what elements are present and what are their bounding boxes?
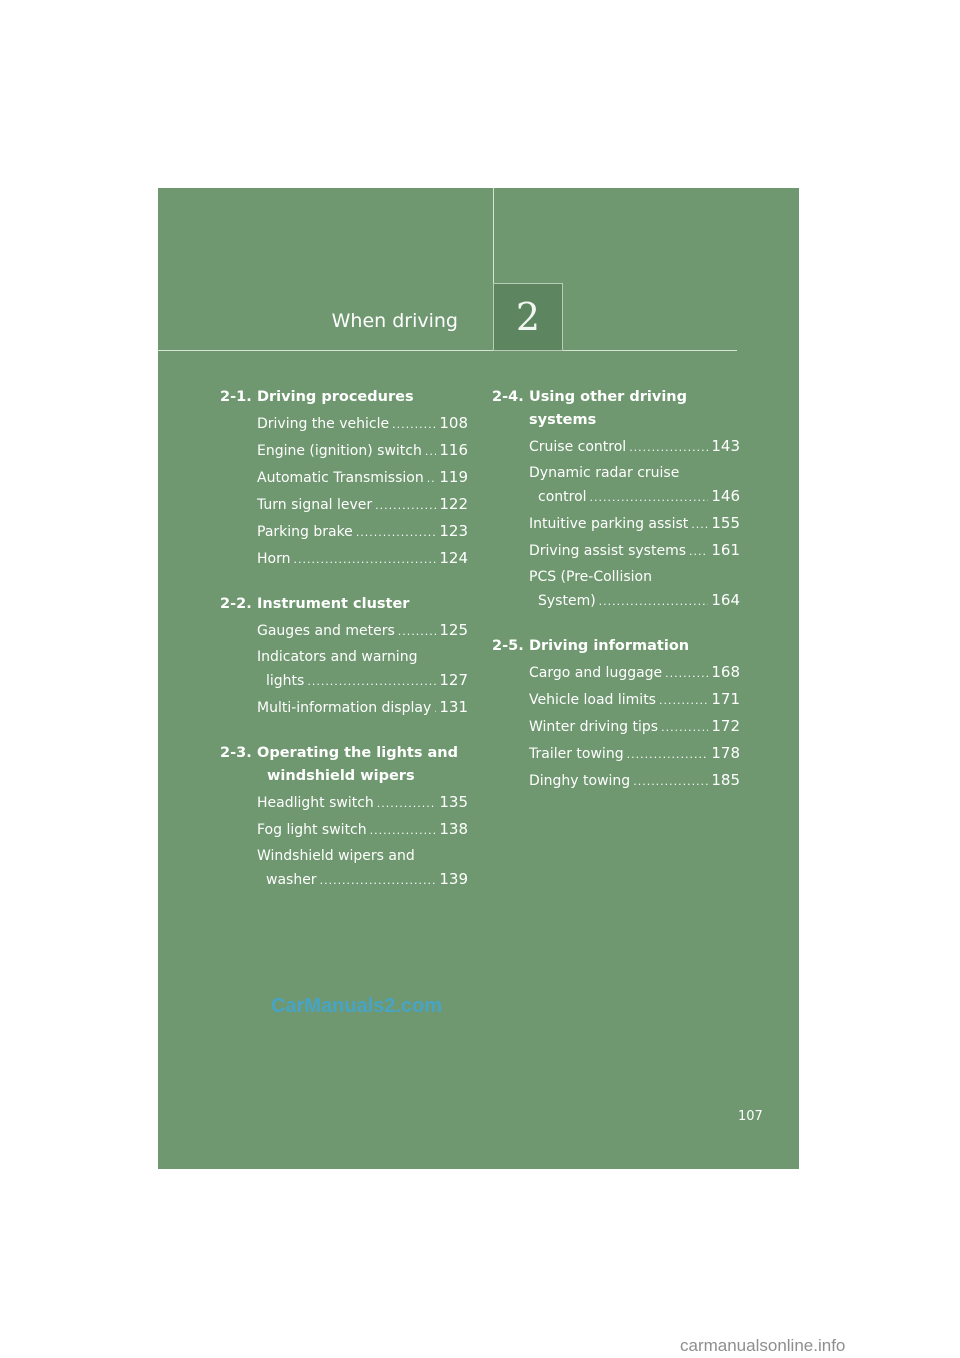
chapter-number-badge: 2 — [493, 283, 563, 351]
section-heading — [220, 593, 468, 616]
page-ref: 168 — [711, 663, 740, 681]
toc-entry-winter-driving-tips[interactable]: Winter driving tips ..... 172 — [529, 715, 740, 739]
page-ref: 146 — [711, 487, 740, 505]
page-ref: 116 — [439, 441, 468, 459]
page-ref: 123 — [439, 522, 468, 540]
toc-section-2-4 — [492, 386, 740, 613]
section-number: 2-4. — [492, 389, 524, 405]
toc-entry-vehicle-load-limits[interactable]: Vehicle load limits ..... 171 — [529, 688, 740, 712]
page-ref: 127 — [439, 671, 468, 689]
page-ref: 125 — [439, 621, 468, 639]
page-number: 107 — [738, 1109, 763, 1124]
header-divider-horizontal — [158, 350, 737, 351]
section-title: Using other driving systems — [529, 389, 687, 428]
toc-section-2-1 — [220, 386, 468, 571]
footer-watermark: carmanualsonline.info — [680, 1336, 846, 1355]
section-title: Driving information — [529, 638, 690, 654]
toc-entry-cruise-control[interactable]: Cruise control ..... 143 — [529, 435, 740, 459]
section-title: Instrument cluster — [257, 596, 410, 612]
page-ref: 131 — [439, 698, 468, 716]
page-ref: 172 — [711, 717, 740, 735]
section-number: 2-2. — [220, 596, 252, 612]
page-ref: 178 — [711, 744, 740, 762]
section-title: Operating the lights and windshield wipers — [257, 745, 459, 784]
toc-left-column — [220, 386, 468, 914]
page-ref: 122 — [439, 495, 468, 513]
toc-entry-horn[interactable]: Horn ..... 124 — [257, 547, 468, 571]
toc-entry-windshield-wipers-washer[interactable]: Windshield wipers and washer ..... 139 — [257, 845, 468, 892]
toc-right-column — [492, 386, 740, 815]
toc-entry-turn-signal-lever[interactable]: Turn signal lever ..... 122 — [257, 493, 468, 517]
toc-section-2-3 — [220, 742, 468, 892]
toc-section-2-5 — [492, 635, 740, 793]
toc-entry-automatic-transmission[interactable]: Automatic Transmission ..... 119 — [257, 466, 468, 490]
page-ref: 138 — [439, 820, 468, 838]
section-number: 2-3. — [220, 745, 252, 761]
toc-entry-parking-brake[interactable]: Parking brake ..... 123 — [257, 520, 468, 544]
page-ref: 161 — [711, 541, 740, 559]
page-ref: 139 — [439, 870, 468, 888]
page-ref: 171 — [711, 690, 740, 708]
toc-entry-intuitive-parking-assist[interactable]: Intuitive parking assist ..... 155 — [529, 512, 740, 536]
toc-entry-driving-the-vehicle[interactable]: Driving the vehicle ..... 108 — [257, 412, 468, 436]
section-heading — [220, 742, 468, 788]
toc-entry-dinghy-towing[interactable]: Dinghy towing ..... 185 — [529, 769, 740, 793]
chapter-title: When driving — [331, 310, 458, 332]
page-ref: 185 — [711, 771, 740, 789]
toc-entry-engine-switch[interactable]: Engine (ignition) switch ..... 116 — [257, 439, 468, 463]
page-ref: 143 — [711, 437, 740, 455]
toc-entry-fog-light-switch[interactable]: Fog light switch ..... 138 — [257, 818, 468, 842]
watermark-logo: CarManuals2.com — [271, 995, 443, 1017]
page-ref: 108 — [439, 414, 468, 432]
page-ref: 135 — [439, 793, 468, 811]
toc-section-2-2 — [220, 593, 468, 720]
section-title: Driving procedures — [257, 389, 414, 405]
toc-entry-pcs[interactable]: PCS (Pre-Collision System) ..... 164 — [529, 566, 740, 613]
page-ref: 124 — [439, 549, 468, 567]
toc-entry-trailer-towing[interactable]: Trailer towing ..... 178 — [529, 742, 740, 766]
section-heading — [492, 635, 740, 658]
section-number: 2-1. — [220, 389, 252, 405]
section-heading — [220, 386, 468, 409]
page-ref: 164 — [711, 591, 740, 609]
page-ref: 119 — [439, 468, 468, 486]
toc-entry-driving-assist-systems[interactable]: Driving assist systems ..... 161 — [529, 539, 740, 563]
toc-entry-indicators-warning-lights[interactable]: Indicators and warning lights ..... 127 — [257, 646, 468, 693]
page-ref: 155 — [711, 514, 740, 532]
section-number: 2-5. — [492, 638, 524, 654]
toc-entry-cargo-and-luggage[interactable]: Cargo and luggage ..... 168 — [529, 661, 740, 685]
toc-entry-gauges-and-meters[interactable]: Gauges and meters ..... 125 — [257, 619, 468, 643]
toc-entry-headlight-switch[interactable]: Headlight switch ..... 135 — [257, 791, 468, 815]
section-heading — [492, 386, 740, 432]
toc-entry-multi-information-display[interactable]: Multi-information display ..... 131 — [257, 696, 468, 720]
toc-entry-dynamic-radar-cruise[interactable]: Dynamic radar cruise control ..... 146 — [529, 462, 740, 509]
